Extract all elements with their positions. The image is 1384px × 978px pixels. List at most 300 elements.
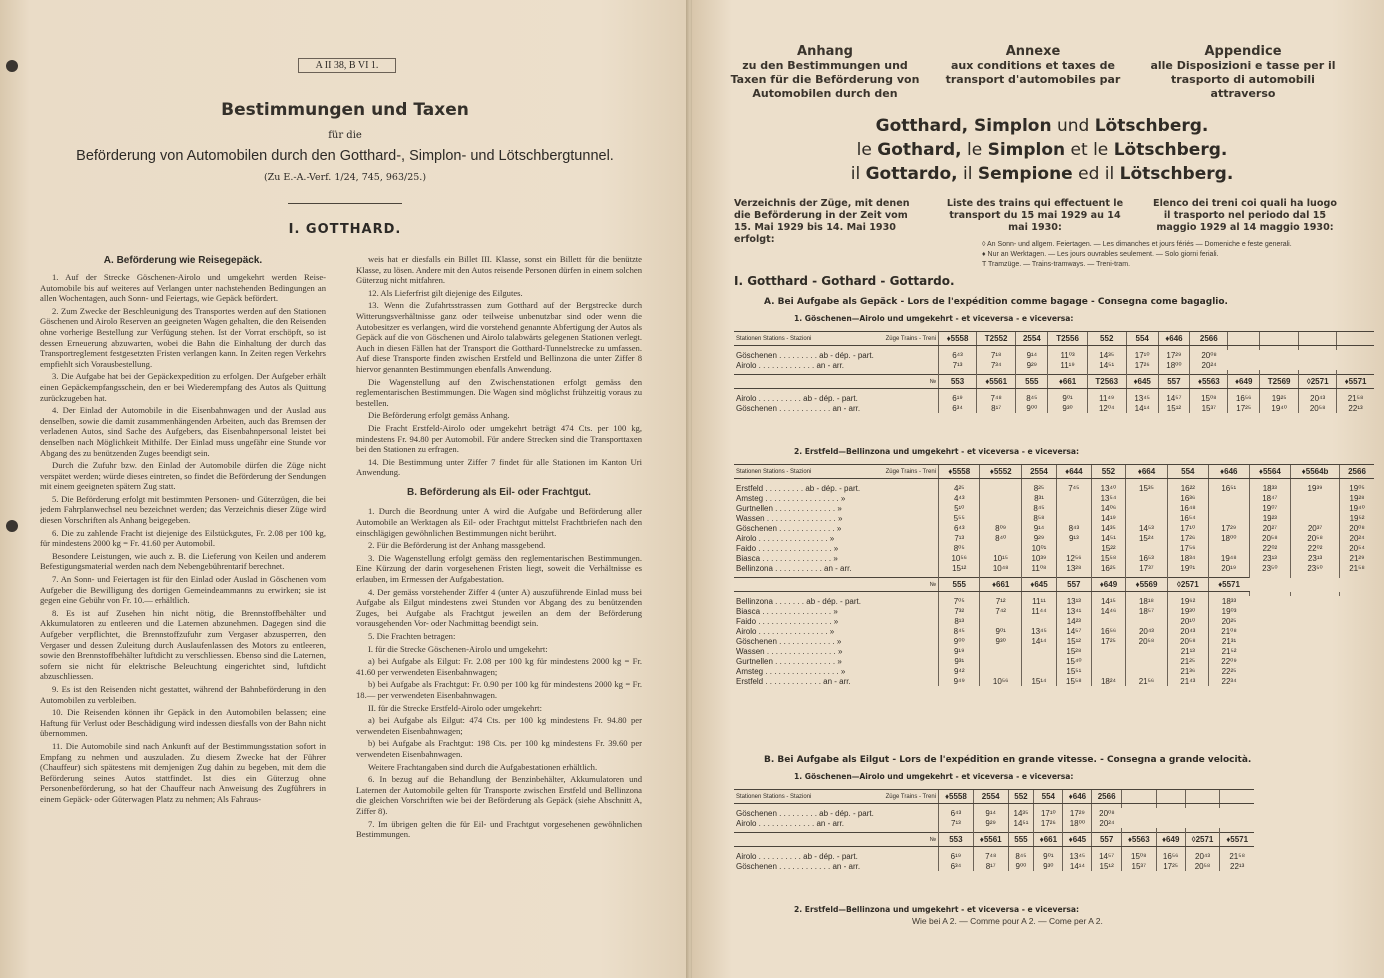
time-cell xyxy=(1208,513,1249,523)
paragraph: Durch die Zufuhr bzw. den Einlad der Automobile dürfen die Züge nicht verspätet werden; würde dieses eintreten, so findet die Beförderung der Sendungen mit einem geeigneten spätern Zug statt. xyxy=(40,460,326,492)
time-cell: 21⁴³ xyxy=(1167,676,1208,686)
time-cell: 21⁰⁸ xyxy=(1208,626,1249,636)
time-cell: ♦646 xyxy=(1208,465,1249,479)
time-cell: 21³⁶ xyxy=(1167,666,1208,676)
time-cell: ◊2571 xyxy=(1167,578,1208,592)
time-cell: 14¹⁴ xyxy=(1063,861,1092,871)
time-cell: 4²⁵ xyxy=(939,483,980,493)
time-cell: 22²⁵ xyxy=(1208,666,1249,676)
time-cell: 20⁰⁸ xyxy=(1092,808,1121,818)
time-cell: 9²⁹ xyxy=(1016,360,1048,370)
time-cell: 19²⁵ xyxy=(1260,393,1299,403)
time-cell: 20⁵⁸ xyxy=(1167,636,1208,646)
time-cell: T2556 xyxy=(1048,332,1087,346)
time-cell: 19³⁹ xyxy=(1291,483,1340,493)
number-sign: № xyxy=(734,578,939,592)
time-cell: 20⁴³ xyxy=(1185,851,1220,861)
paragraph: II. für die Strecke Erstfeld-Airolo oder umgekehrt: xyxy=(368,702,542,713)
time-cell: 9¹⁹ xyxy=(939,646,980,656)
time-cell: 7¹² xyxy=(980,596,1021,606)
table-row xyxy=(734,483,1374,493)
table-row xyxy=(734,596,1374,606)
route-connector: ed il xyxy=(1072,164,1120,184)
time-cell: 18²⁴ xyxy=(1091,676,1126,686)
time-cell: 23⁵⁰ xyxy=(1291,563,1340,573)
table-row xyxy=(734,503,1374,513)
document-subtitle: Beförderung von Automobilen durch den Gotthard-, Simplon- und Lötschbergtunnel. xyxy=(76,148,614,164)
route-connector: und xyxy=(1051,116,1095,136)
time-cell: 17²⁹ xyxy=(1158,350,1190,360)
time-cell xyxy=(1208,543,1249,553)
header-label-cell xyxy=(734,465,939,479)
paragraph: 1. Durch die Beordnung unter A wird die Aufgabe und Beförderung aller Automobile an Werktagen als Eil- oder Frachtgut mittelst Frachtbriefen nach den einschlägigen gewöhnlichen Bestimmungen nicht berührt. xyxy=(356,506,642,538)
time-cell xyxy=(1091,666,1126,676)
time-cell: 14³⁵ xyxy=(1008,808,1034,818)
time-cell: 16⁵⁶ xyxy=(1156,851,1185,861)
time-cell: ♦5571 xyxy=(1220,833,1254,847)
time-cell: 19⁶² xyxy=(1167,596,1208,606)
time-cell: 20⁰⁸ xyxy=(1340,523,1374,533)
time-cell: 9⁰¹ xyxy=(1034,851,1063,861)
time-cell: 20⁵⁸ xyxy=(1185,861,1220,871)
train-list-intro-italian: Elenco dei treni coi quali ha luogo il trasporto nel periodo dal 15 maggio 1929 al 14 maggio 1930: xyxy=(1153,198,1337,233)
time-cell xyxy=(980,616,1021,626)
time-cell: ♦661 xyxy=(1048,375,1087,389)
right-page xyxy=(692,0,1384,978)
time-cell: 19⁴⁸ xyxy=(1208,553,1249,563)
time-cell: 10⁴⁸ xyxy=(980,563,1021,573)
paragraph: 9. Es ist den Reisenden nicht gestattet, während der Bahnbeförderung in den Automobilen zu verbleiben. xyxy=(40,683,326,705)
table-row xyxy=(734,818,1254,828)
station-cell: Gurtnellen . . . . . . . . . . . . . . » xyxy=(736,503,842,513)
table-row xyxy=(734,606,1374,616)
time-cell: 20²⁴ xyxy=(1340,533,1374,543)
time-cell: 11⁴⁹ xyxy=(1087,393,1126,403)
time-cell xyxy=(1057,493,1092,503)
station-cell: Erstfeld . . . . . . . . . ab - dép. - part. xyxy=(736,483,861,493)
paragraph: 2. Zum Zwecke der Beschleunigung des Transportes werden auf den Stationen Göschenen und Airolo Reserven an geeigneten Wagen gehalten, die den Reisenden ohne vorherige Bestellung zur Verfügung stehen. Ist der Vorrat erschöpft, so ist dessen Erneuerung abzuwarten, wobei die Bahn die Einhaltung der durch das Transportreglement festgesetzten Fristen verlangen kann. In Zeiten regen Verkehrs empfiehlt sich Vorausbestellung. xyxy=(40,305,326,369)
time-cell: 19²⁸ xyxy=(1340,493,1374,503)
time-cell: 554 xyxy=(1034,790,1063,804)
time-cell: 555 xyxy=(1008,833,1034,847)
header-title: Appendice xyxy=(1204,44,1282,59)
time-cell: 552 xyxy=(1087,332,1126,346)
time-cell: 14⁴⁶ xyxy=(1091,606,1126,616)
train-number-row xyxy=(734,375,1374,389)
time-cell: ♦5561 xyxy=(977,375,1016,389)
time-cell: 7³² xyxy=(939,606,980,616)
time-cell: ◊2571 xyxy=(1185,833,1220,847)
time-cell xyxy=(980,543,1021,553)
time-cell: 20²⁴ xyxy=(1092,818,1121,828)
time-cell: ♦646 xyxy=(1158,332,1190,346)
time-cell: 8¹⁷ xyxy=(977,403,1016,413)
time-cell: 19⁰⁷ xyxy=(1249,503,1290,513)
time-cell: 7⁰⁵ xyxy=(939,596,980,606)
timetable xyxy=(734,789,1254,871)
time-cell xyxy=(1021,616,1056,626)
route-title-french xyxy=(712,140,1372,160)
time-cell: ♦661 xyxy=(980,578,1021,592)
time-cell xyxy=(1091,656,1126,666)
stations-label: Stationen Stations - Stazioni xyxy=(736,793,812,800)
paragraph: weis hat er diesfalls ein Billet III. Klasse, sonst ein Billett für die benützte Klasse, zu lösen. Andere mit den Autos reisende Personen dürfen in einem solchen Güterzug nicht mitfahren. xyxy=(356,254,642,286)
time-cell: ♦5571 xyxy=(1208,578,1249,592)
time-cell: 14²³ xyxy=(1057,616,1092,626)
time-cell: 14⁵⁷ xyxy=(1158,393,1190,403)
time-cell: 22¹³ xyxy=(1337,403,1374,413)
time-cell: 6³⁴ xyxy=(939,861,974,871)
time-cell: 23¹³ xyxy=(1249,553,1290,563)
time-cell: 14⁵⁷ xyxy=(1092,851,1121,861)
time-cell: 19²³ xyxy=(1249,513,1290,523)
decree-reference: (Zu E.-A.-Verf. 1/24, 745, 963/25.) xyxy=(263,172,427,183)
time-cell xyxy=(1021,666,1056,676)
time-cell: ♦5563 xyxy=(1121,833,1156,847)
time-cell xyxy=(1091,646,1126,656)
header-title: Anhang xyxy=(797,44,853,59)
time-cell: 9²⁹ xyxy=(973,818,1008,828)
time-cell xyxy=(980,666,1021,676)
time-cell: 8⁴⁵ xyxy=(1021,503,1056,513)
station-cell: Göschenen . . . . . . . . . . . . an - arr. xyxy=(736,861,861,871)
time-cell xyxy=(1126,503,1167,513)
time-cell: 14³⁵ xyxy=(1087,350,1126,360)
header-text: zu den Bestimmungen und Taxen für die Beförderung von Automobilen durch den xyxy=(730,59,920,100)
time-cell: 2566 xyxy=(1340,465,1374,479)
time-cell: 552 xyxy=(1091,465,1126,479)
time-cell: T2569 xyxy=(1260,375,1299,389)
station-cell: Airolo . . . . . . . . . . . . . . . . » xyxy=(736,533,835,543)
station-cell: Biasca . . . . . . . . . . . . . . . . » xyxy=(736,553,838,563)
time-cell: 9⁰⁰ xyxy=(1016,403,1048,413)
time-cell: 15³⁷ xyxy=(1121,861,1156,871)
divider xyxy=(288,203,402,204)
time-cell: 15³⁵ xyxy=(1126,483,1167,493)
time-cell: 19⁰⁵ xyxy=(1340,483,1374,493)
time-cell: 7¹³ xyxy=(939,818,974,828)
time-cell: 13⁴⁵ xyxy=(1063,851,1092,861)
time-cell: 11⁰⁸ xyxy=(1021,563,1056,573)
time-cell: ◊2571 xyxy=(1299,375,1337,389)
time-cell: 20⁴³ xyxy=(1299,393,1337,403)
time-cell: 7⁴⁵ xyxy=(1057,483,1092,493)
time-cell: 8⁴⁵ xyxy=(939,626,980,636)
time-cell: 5⁵⁵ xyxy=(939,513,980,523)
time-cell: 20⁰⁸ xyxy=(1190,350,1228,360)
time-cell: 21⁵⁸ xyxy=(1220,851,1254,861)
table-row xyxy=(734,360,1374,370)
time-cell: 14¹⁴ xyxy=(1126,403,1158,413)
binding-hole xyxy=(6,60,18,72)
paragraph: 14. Die Bestimmung unter Ziffer 7 findet für alle Stationen im Kanton Uri Anwendung. xyxy=(356,456,642,478)
time-cell: 22³⁴ xyxy=(1208,676,1249,686)
table-row xyxy=(734,656,1374,666)
time-cell: 557 xyxy=(1092,833,1121,847)
time-cell: 557 xyxy=(1158,375,1190,389)
time-cell xyxy=(1021,646,1056,656)
time-cell: 2554 xyxy=(1021,465,1056,479)
table-row xyxy=(734,403,1374,413)
header-row xyxy=(734,790,1254,804)
time-cell: 18¹⁸ xyxy=(1126,596,1167,606)
train-number-row xyxy=(734,833,1254,847)
section-a-luggage: A. Bei Aufgabe als Gepäck - Lors de l'expédition comme bagage - Consegna come bagaglio. xyxy=(764,297,1228,307)
time-cell: 6⁴³ xyxy=(939,350,977,360)
paragraph: Die Fracht Erstfeld-Airolo oder umgekehrt beträgt 474 Cts. per 100 kg, mindestens Fr. 94.80 per Automobil. Für andere Strecken sind die Transporttaxen bei den Stationen zu erfragen. xyxy=(356,422,642,455)
time-cell: 14⁵¹ xyxy=(1087,360,1126,370)
time-cell: 22¹³ xyxy=(1220,861,1254,871)
time-cell: 8⁴⁵ xyxy=(1008,851,1034,861)
reference-number: A II 38, B VI 1. xyxy=(298,58,396,73)
station-cell: Gurtnellen . . . . . . . . . . . . . . » xyxy=(736,656,842,666)
route-name: Sempione xyxy=(977,164,1073,184)
station-cell: Faido . . . . . . . . . . . . . . . . . » xyxy=(736,616,839,626)
time-cell: ♦5561 xyxy=(973,833,1008,847)
time-cell: 14¹⁹ xyxy=(1091,513,1126,523)
left-page xyxy=(0,0,690,978)
table-row xyxy=(734,851,1254,861)
station-cell: Biasca . . . . . . . . . . . . . . . . » xyxy=(736,606,838,616)
time-cell: 14⁵⁷ xyxy=(1057,626,1092,636)
route-b2-note: Wie bei A 2. — Comme pour A 2. — Come per A 2. xyxy=(912,916,1103,926)
time-cell: 9¹⁴ xyxy=(973,808,1008,818)
route-name: Gothard, xyxy=(877,140,962,160)
time-cell: 17²⁶ xyxy=(1167,533,1208,543)
time-cell: 7⁴⁸ xyxy=(973,851,1008,861)
train-list-intro-german: Verzeichnis der Züge, mit denen die Beförderung in der Zeit vom 15. Mai 1929 bis 14. Mai 1930 erfolgt: xyxy=(734,198,910,245)
trains-label: Züge Trains - Treni xyxy=(885,468,936,475)
legend-weekdays: ♦ Nur an Werktagen. — Les jours ouvrables seulement. — Solo giorni feriali. xyxy=(982,251,1219,258)
route-name: Lötschberg. xyxy=(1119,164,1234,184)
time-cell: 21²⁹ xyxy=(1340,553,1374,563)
trains-label: Züge Trains - Treni xyxy=(885,335,936,342)
route-a1: 1. Göschenen—Airolo und umgekehrt - et viceversa - e viceversa: xyxy=(794,314,1074,323)
time-cell: 17¹⁰ xyxy=(1167,523,1208,533)
paragraph: a) bei Aufgabe als Eilgut: Fr. 2.08 per 100 kg für mindestens 2000 kg = Fr. 41.60 per verwendeten Eisenbahnwagen; xyxy=(356,656,642,677)
time-cell: 18³³ xyxy=(1208,596,1249,606)
time-cell xyxy=(1299,332,1337,346)
symbol-legend xyxy=(982,240,1362,270)
paragraph: 1. Auf der Strecke Göschenen-Airolo und umgekehrt werden Reise-Automobile bis auf weiteres auf Verlangen unter nachstehenden Bedingungen an allen Wochentagen, auch Sonn- und Feiertags, wie Gepäck befördert. xyxy=(40,272,326,304)
time-cell: ♦5564b xyxy=(1291,465,1340,479)
time-cell: 21⁵⁸ xyxy=(1340,563,1374,573)
route-connector: il xyxy=(850,164,866,184)
time-cell: 8³¹ xyxy=(1021,493,1056,503)
time-cell: 18⁵⁷ xyxy=(1126,606,1167,616)
time-cell: 9¹⁴ xyxy=(1016,350,1048,360)
time-cell xyxy=(1126,493,1167,503)
time-cell: 18³⁴ xyxy=(1167,553,1208,563)
time-cell: 7¹⁸ xyxy=(977,350,1016,360)
route-connector: il xyxy=(957,164,978,184)
time-cell: 17³⁷ xyxy=(1126,563,1167,573)
time-cell xyxy=(1291,503,1340,513)
time-cell: ♦649 xyxy=(1228,375,1260,389)
time-cell: 15¹² xyxy=(1092,861,1121,871)
time-cell xyxy=(980,483,1021,493)
time-cell xyxy=(1021,656,1056,666)
station-cell: Amsteg . . . . . . . . . . . . . . . . . » xyxy=(736,493,846,503)
time-cell: ♦649 xyxy=(1091,578,1126,592)
time-cell xyxy=(980,513,1021,523)
header-label-cell xyxy=(734,790,939,804)
time-cell: 15¹² xyxy=(1057,636,1092,646)
table-row xyxy=(734,523,1374,533)
time-cell xyxy=(980,493,1021,503)
header-french xyxy=(938,44,1128,87)
time-cell: 11¹⁹ xyxy=(1048,360,1087,370)
station-cell: Göschenen . . . . . . . . . . . . . » xyxy=(736,523,842,533)
time-cell: 18⁰⁰ xyxy=(1063,818,1092,828)
time-cell: 16⁵⁶ xyxy=(1091,626,1126,636)
time-cell: 8⁴⁵ xyxy=(1016,393,1048,403)
paragraph: 5. Die Frachten betragen: xyxy=(368,631,456,641)
paragraph: I. für die Strecke Göschenen-Airolo und umgekehrt: xyxy=(368,643,548,654)
paragraph: 2. Für die Beförderung ist der Anhang massgebend. xyxy=(368,540,546,551)
time-cell: 16⁵¹ xyxy=(1208,483,1249,493)
table-row xyxy=(734,563,1374,573)
time-cell: 553 xyxy=(939,375,977,389)
time-cell xyxy=(1057,503,1092,513)
time-cell: 21⁵² xyxy=(1208,646,1249,656)
time-cell: 21¹³ xyxy=(1167,646,1208,656)
time-cell: 9⁰⁰ xyxy=(939,636,980,646)
time-cell: 20²⁷ xyxy=(1249,523,1290,533)
time-cell: 22⁰⁹ xyxy=(1208,656,1249,666)
table-row xyxy=(734,393,1374,403)
section-b-heading: B. Beförderung als Eil- oder Frachtgut. xyxy=(407,486,591,498)
time-cell: 7¹³ xyxy=(939,360,977,370)
time-cell: 20¹⁹ xyxy=(1208,563,1249,573)
route-title-german xyxy=(712,116,1372,136)
time-cell: 9⁴² xyxy=(939,666,980,676)
paragraph: Die Beförderung erfolgt gemäss Anhang. xyxy=(368,410,510,421)
time-cell: 4⁴³ xyxy=(939,493,980,503)
time-cell: 2554 xyxy=(1016,332,1048,346)
time-cell: 9⁰¹ xyxy=(980,626,1021,636)
time-cell: 15⁰⁸ xyxy=(1121,851,1156,861)
timetable xyxy=(734,331,1374,413)
time-cell: 12⁵⁶ xyxy=(1057,553,1092,563)
time-cell xyxy=(1156,790,1185,804)
time-cell: 14⁰⁶ xyxy=(1091,503,1126,513)
paragraph: 4. Der gemäss vorstehender Ziffer 4 (unter A) auszuführende Einlad muss bei Aufgabe als Eilgut mindestens zwei Stunden vor Abgang des zu benützenden Zuges, bei Aufgabe als Frachtgut jeweilen an dem der Beförderung vorausgehenden Vor- oder Nachmittag beendigt sein. xyxy=(356,586,642,629)
time-cell: 23¹³ xyxy=(1291,553,1340,563)
table-row xyxy=(734,513,1374,523)
gotthard-section: I. Gotthard - Gothard - Gottardo. xyxy=(734,274,955,288)
time-cell: 20⁵⁸ xyxy=(1249,533,1290,543)
time-cell: 2554 xyxy=(973,790,1008,804)
time-cell: 19³⁰ xyxy=(1167,606,1208,616)
route-b2: 2. Erstfeld—Bellinzona und umgekehrt - et viceversa - e viceversa: xyxy=(794,905,1080,914)
stations-label: Stationen Stations - Stazioni xyxy=(736,335,812,342)
paragraph: 5. Die Beförderung erfolgt mit bestimmten Personen- und Güterzügen, die bei jedem Fahrplanwechsel neu bezeichnet werden; das Verzeichnis dieser Züge wird diesen Vorschriften als Anhang beigegeben. xyxy=(40,493,326,526)
time-cell xyxy=(1126,666,1167,676)
time-cell xyxy=(980,503,1021,513)
paragraph: 7. Im übrigen gelten die für Eil- und Frachtgut vorgesehenen gewöhnlichen Bestimmungen. xyxy=(356,818,642,840)
number-sign: № xyxy=(734,833,939,847)
time-cell: 9¹⁴ xyxy=(1021,523,1056,533)
time-cell: 21²⁵ xyxy=(1167,656,1208,666)
time-cell: 12⁰⁴ xyxy=(1087,403,1126,413)
time-cell: 17²⁵ xyxy=(1156,861,1185,871)
header-row xyxy=(734,465,1374,479)
header-text: alle Disposizioni e tasse per il trasporto di automobili attraverso xyxy=(1150,59,1336,100)
time-cell: 14¹⁴ xyxy=(1021,636,1056,646)
route-names: Gotthard, Simplon xyxy=(875,116,1052,136)
paragraph: 11. Die Automobile sind nach Ankunft auf der Bestimmungsstation sofort in Empfang zu nehmen und auszuladen. Zu diesem Zwecke hat der Führer (Chauffeur) sich spätestens mit demjenigen Zug dahin zu begeben, mit dem die Beförderung seines Autos stattfindet. Ist dies ein Güterzug ohne Personenbeförderung, so hat der Chauffeur nach Anweisung des Zugführers in einem Gepäck- oder Güterwagen Platz zu nehmen; Als Fahraus- xyxy=(40,740,326,804)
document-title: Bestimmungen und Taxen xyxy=(221,100,469,120)
time-cell: 2566 xyxy=(1190,332,1228,346)
header-title: Annexe xyxy=(1005,44,1061,59)
station-cell: Airolo . . . . . . . . . . . . . an - arr. xyxy=(736,360,845,370)
time-cell xyxy=(1337,332,1374,346)
route-b1: 1. Göschenen—Airolo und umgekehrt - et viceversa - e viceversa: xyxy=(794,772,1074,781)
station-cell: Göschenen . . . . . . . . . . . . . » xyxy=(736,636,842,646)
time-cell: 14⁵¹ xyxy=(1091,533,1126,543)
station-cell: Airolo . . . . . . . . . . ab - dép. - part. xyxy=(736,393,858,403)
time-cell: 15²² xyxy=(1091,543,1126,553)
time-cell xyxy=(1126,616,1167,626)
time-cell xyxy=(1185,790,1220,804)
time-cell: 15⁰⁸ xyxy=(1190,393,1228,403)
time-cell: 6¹⁹ xyxy=(939,851,974,861)
time-cell: 19⁰³ xyxy=(1208,606,1249,616)
header-german xyxy=(730,44,920,101)
time-cell: ♦5558 xyxy=(939,332,977,346)
paragraph: Besondere Leistungen, wie auch z. B. die Lieferung von Keilen und anderem Befestigungsmaterial werden nach dem Nebengebührentarif berechnet. xyxy=(40,550,326,572)
time-cell: 13⁴¹ xyxy=(1057,606,1092,616)
time-cell: 15⁵⁸ xyxy=(1091,553,1126,563)
time-cell: 9³¹ xyxy=(939,656,980,666)
section-heading: I. GOTTHARD. xyxy=(288,222,402,237)
time-cell: 6⁴³ xyxy=(939,808,974,818)
time-cell: 555 xyxy=(1016,375,1048,389)
station-cell: Erstfeld . . . . . . . . . . . . . an - arr. xyxy=(736,676,851,686)
time-cell: 552 xyxy=(1008,790,1034,804)
station-cell: Bellinzona . . . . . . . ab - dép. - part. xyxy=(736,596,861,606)
time-cell: 16⁴⁸ xyxy=(1167,503,1208,513)
time-cell: 10⁰¹ xyxy=(1021,543,1056,553)
time-cell: 11⁰³ xyxy=(1048,350,1087,360)
table-row xyxy=(734,493,1374,503)
route-name: Gottardo, xyxy=(865,164,958,184)
route-connector: le xyxy=(856,140,878,160)
time-cell: 16⁵⁴ xyxy=(1167,513,1208,523)
time-cell: ♦645 xyxy=(1063,833,1092,847)
station-cell: Bellinzona . . . . . . . . . . . an - arr. xyxy=(736,563,852,573)
time-cell: ♦645 xyxy=(1126,375,1158,389)
time-cell: 18³³ xyxy=(1249,483,1290,493)
time-cell: 8¹³ xyxy=(939,616,980,626)
time-cell: 20¹⁰ xyxy=(1167,616,1208,626)
time-cell: 554 xyxy=(1167,465,1208,479)
route-a2: 2. Erstfeld—Bellinzona und umgekehrt - et viceversa - e viceversa: xyxy=(794,447,1080,456)
time-cell: 10⁵⁶ xyxy=(939,553,980,563)
time-cell: 17²⁶ xyxy=(1034,818,1063,828)
table-row xyxy=(734,676,1374,686)
table-row xyxy=(734,350,1374,360)
paragraph: b) bei Aufgabe als Frachtgut: Fr. 0.90 per 100 kg für mindestens 2000 kg = Fr. 18.— per verwendeten Eisenbahnwagen. xyxy=(356,679,642,700)
paragraph: 4. Der Einlad der Automobile in die Eisenbahnwagen und der Auslad aus denselben, sowie die damit zusammenhängenden Arbeiten, auch das Bremsen der verladenen Autos, sind Sache des Aufgebers, das Eisenbahnpersonal leistet bei denselben nach Möglichkeit Mithilfe. Der Einlad muss ungefähr eine Stunde vor Abgang des zu benützenden Zuges beendigt sein. xyxy=(40,405,326,458)
time-cell xyxy=(1208,493,1249,503)
time-cell: 13¹³ xyxy=(1057,596,1092,606)
time-cell: ♦664 xyxy=(1126,465,1167,479)
time-cell: 22⁰² xyxy=(1249,543,1290,553)
time-cell: 17¹⁰ xyxy=(1126,350,1158,360)
time-cell: ♦5564 xyxy=(1249,465,1290,479)
